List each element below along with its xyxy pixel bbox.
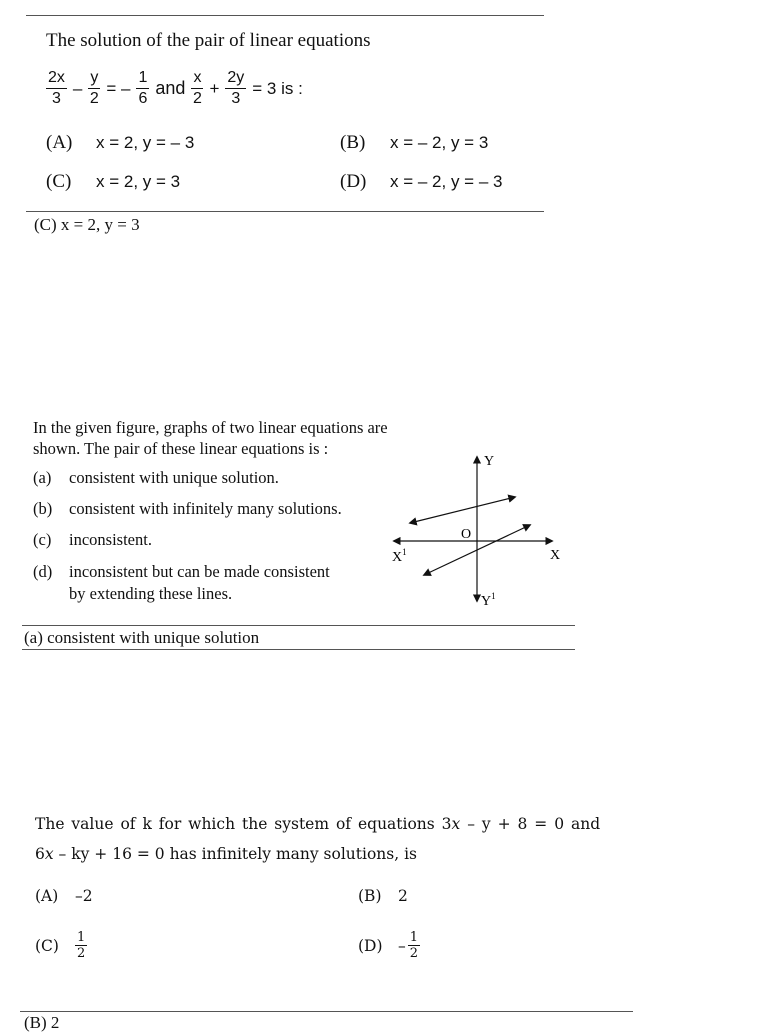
- fraction-2y-over-3: $\frac{2y}{3}$: [227, 69, 245, 107]
- x-label: X: [550, 548, 561, 563]
- q3-answer-rule: [20, 1011, 633, 1012]
- fraction-x-over-2: $\frac{x}{2}$: [192, 69, 202, 107]
- q2-option-b: (b) consistent with infinitely many solutions.: [33, 499, 342, 518]
- q2-question-line-2: shown. The pair of these linear equations is :: [33, 439, 329, 458]
- y1-label: $Y^1$: [481, 591, 496, 609]
- equals-3-is: = 3 is :: [252, 78, 303, 98]
- q2-option-d: (d) inconsistent but can be made consistent: [33, 562, 330, 581]
- origin-label: O: [461, 527, 472, 542]
- minus-sign: –: [72, 78, 83, 98]
- q1-option-c: (C) x = 2, y = 3: [46, 171, 181, 192]
- q2-option-a: (a) consistent with unique solution.: [33, 468, 279, 487]
- q3-option-c: (C) $\frac{1}{2}$: [35, 930, 86, 961]
- q3-option-b: (B) 2: [358, 887, 408, 905]
- fraction-minus-one-half: $\frac{1}{2}$: [409, 930, 419, 961]
- and-word: and: [155, 78, 186, 98]
- fraction-one-half: $\frac{1}{2}$: [77, 930, 86, 961]
- q2-option-d-continued: by extending these lines.: [69, 584, 233, 603]
- q1-option-a: (A) x = 2, y = – 3: [46, 132, 195, 153]
- fraction-y-over-2: $\frac{y}{2}$: [89, 69, 99, 107]
- q2-answer: (a) consistent with unique solution: [24, 628, 260, 647]
- q3-answer: (B) 2: [24, 1013, 60, 1032]
- q3-option-a: (A) –2: [35, 887, 93, 905]
- q2-option-c: (c) inconsistent.: [33, 530, 152, 549]
- q2-question-line-1: In the given figure, graphs of two linear equations are: [33, 418, 388, 437]
- y-label: Y: [484, 454, 495, 469]
- fraction-1-over-6: $\frac{1}{6}$: [138, 69, 148, 107]
- q3-option-d: (D) – $\frac{1}{2}$: [358, 930, 419, 961]
- q1-option-b: (B) x = – 2, y = 3: [340, 132, 489, 153]
- q3-question-line-1: The value of k for which the system of equations 3x – y + 8 = 0 and: [35, 815, 601, 833]
- x1-label: $X^1$: [392, 547, 407, 565]
- fraction-2x-over-3: $\frac{2x}{3}$: [48, 69, 65, 107]
- q3-question-line-2: 6x – ky + 16 = 0 has infinitely many solutions, is: [35, 845, 417, 863]
- q2-answer-rule-bottom: [22, 649, 575, 650]
- q2-answer-rule-top: [22, 625, 575, 626]
- q1-answer-rule: [26, 211, 544, 212]
- q1-option-d: (D) x = – 2, y = – 3: [340, 171, 503, 192]
- plus-sign: +: [209, 78, 220, 98]
- q1-question-text: The solution of the pair of linear equations: [46, 30, 371, 51]
- q1-equation: [46, 70, 303, 107]
- q1-answer: (C) x = 2, y = 3: [34, 215, 140, 234]
- top-rule: [26, 15, 544, 16]
- equals-minus: = –: [106, 78, 131, 98]
- upper-line: [410, 497, 515, 523]
- parallel-lines-figure: [380, 445, 580, 615]
